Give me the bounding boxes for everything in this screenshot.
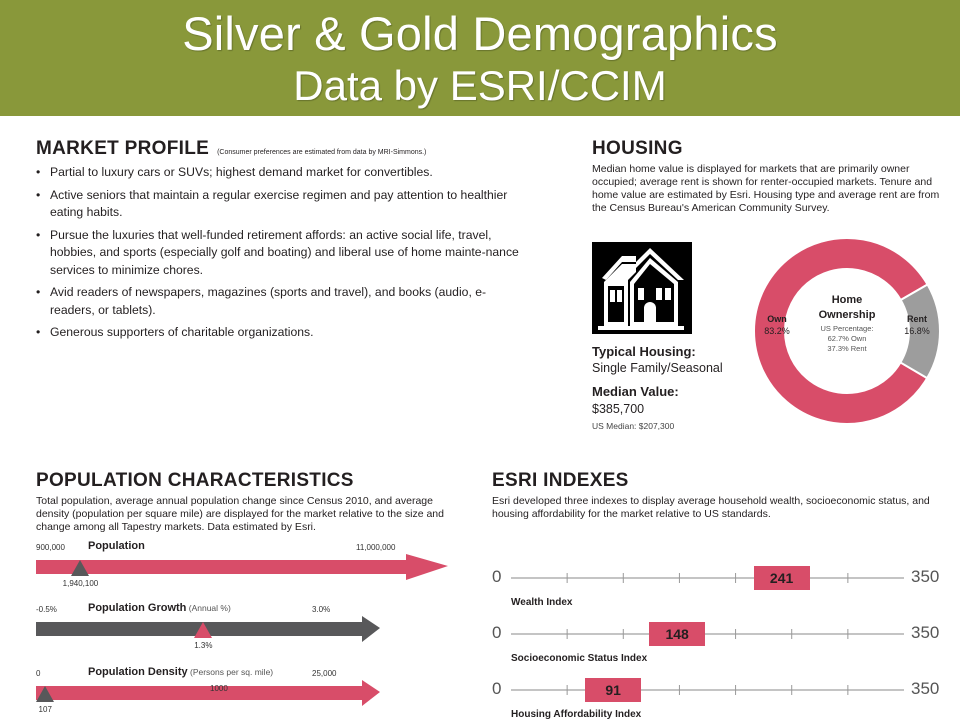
market-profile-note: (Consumer preferences are estimated from data by MRI-Simmons.)	[217, 149, 427, 156]
index-name: Socioeconomic Status Index	[511, 653, 648, 664]
index-value-box: 91	[585, 678, 641, 702]
market-profile-title: MARKET PROFILE	[36, 138, 210, 159]
population-bar-max: 25,000	[312, 669, 337, 678]
population-bar-arrow	[36, 554, 448, 582]
population-bar-min: -0.5%	[36, 605, 57, 614]
population-bar-max: 11,000,000	[356, 543, 396, 552]
index-scale-line	[511, 683, 904, 697]
market-profile-list	[36, 164, 526, 347]
typical-housing-value: Single Family/Seasonal	[592, 361, 723, 375]
list-item: • Partial to luxury cars or SUVs; highest demand market for convertibles.	[36, 164, 526, 182]
population-bar-min: 0	[36, 669, 41, 678]
index-scale-min: 0	[492, 567, 502, 586]
population-value-marker	[36, 686, 54, 702]
rent-value: 16.8%	[904, 326, 930, 336]
ownership-us-2: 62.7% Own	[827, 334, 867, 343]
population-midpoint-label: 1000	[210, 684, 228, 693]
population-value-label: 1.3%	[194, 641, 213, 650]
housing-heading: HOUSING	[592, 138, 683, 159]
population-value-label: 1,940,100	[62, 579, 99, 588]
page-title: Silver & Gold Demographics	[182, 7, 778, 60]
population-value-marker	[194, 622, 212, 638]
median-value-label: Median Value:	[592, 384, 679, 399]
typical-housing-label: Typical Housing:	[592, 344, 696, 359]
population-heading: POPULATION CHARACTERISTICS	[36, 470, 354, 491]
indexes-description: Esri developed three indexes to display average household wealth, socioeconomic status, and housing affordability for the market relative to US standards.	[492, 495, 930, 520]
population-value-marker	[71, 560, 89, 576]
index-scale-max: 350	[911, 567, 940, 586]
population-description: Total population, average annual population change since Census 2010, and average density (population per square mile) are displayed for the market relative to the size and change among all Tapestry markets. Data estimated by Esri.	[36, 495, 444, 533]
ownership-us-1: US Percentage:	[820, 324, 874, 333]
index-scale-max: 350	[911, 623, 940, 642]
rent-label: Rent	[907, 314, 927, 324]
index-value-box: 148	[649, 622, 705, 646]
ownership-title-1: Home	[831, 294, 863, 306]
indexes-heading: ESRI INDEXES	[492, 470, 629, 491]
population-bar-label	[88, 666, 273, 678]
population-bar-shape	[36, 554, 448, 580]
population-bar-subtitle: (Persons per sq. mile)	[187, 667, 274, 677]
index-scale-max: 350	[911, 679, 940, 698]
list-item: • Pursue the luxuries that well-funded retirement affords: an active social life, travel, hobbies, and sports (especially golf and boating) and liberal use of home mainte-nance services to minimize chores.	[36, 227, 526, 280]
market-profile-heading	[36, 138, 426, 160]
population-bar-min: 900,000	[36, 543, 65, 552]
title-banner	[0, 0, 960, 116]
list-item: • Generous supporters of charitable organizations.	[36, 324, 526, 342]
housing-description: Median home value is displayed for markets that are primarily owner occupied; average rent is shown for renter-occupied markets. Tenure and home value are estimated by Esri. Housing type and average rent are from the Census Bureau's American Community Survey.	[592, 163, 940, 214]
own-label: Own	[767, 314, 787, 324]
index-name: Housing Affordability Index	[511, 709, 642, 720]
index-scale-min: 0	[492, 679, 502, 698]
index-scale-line	[511, 571, 904, 585]
ownership-title-2: Ownership	[818, 309, 876, 321]
population-bar-subtitle: (Annual %)	[186, 603, 231, 613]
population-bar-title: Population	[88, 540, 145, 552]
population-bar-label	[88, 540, 145, 552]
list-item: • Active seniors that maintain a regular exercise regimen and pay attention to healthier eating habits.	[36, 187, 526, 222]
population-bar-title: Population Density	[88, 666, 188, 678]
page-subtitle: Data by ESRI/CCIM	[293, 62, 667, 109]
own-value: 83.2%	[764, 326, 790, 336]
population-value-label: 107	[38, 705, 52, 714]
population-bar-arrow	[36, 680, 380, 708]
population-bar-label	[88, 602, 231, 614]
index-name: Wealth Index	[511, 597, 573, 608]
ownership-us-3: 37.3% Rent	[827, 344, 867, 353]
median-value: $385,700	[592, 402, 645, 416]
index-value-box: 241	[754, 566, 810, 590]
list-item: • Avid readers of newspapers, magazines (sports and travel), and books (audio, e-readers, or tablets).	[36, 284, 526, 319]
index-scale-min: 0	[492, 623, 502, 642]
population-bar-shape	[36, 680, 380, 706]
index-scale-line	[511, 627, 904, 641]
us-median-note: US Median: $207,300	[592, 421, 675, 431]
home-ownership-donut	[752, 236, 942, 426]
population-bar-max: 3.0%	[312, 605, 331, 614]
population-bar-title: Population Growth	[88, 602, 187, 614]
house-icon	[592, 242, 692, 334]
